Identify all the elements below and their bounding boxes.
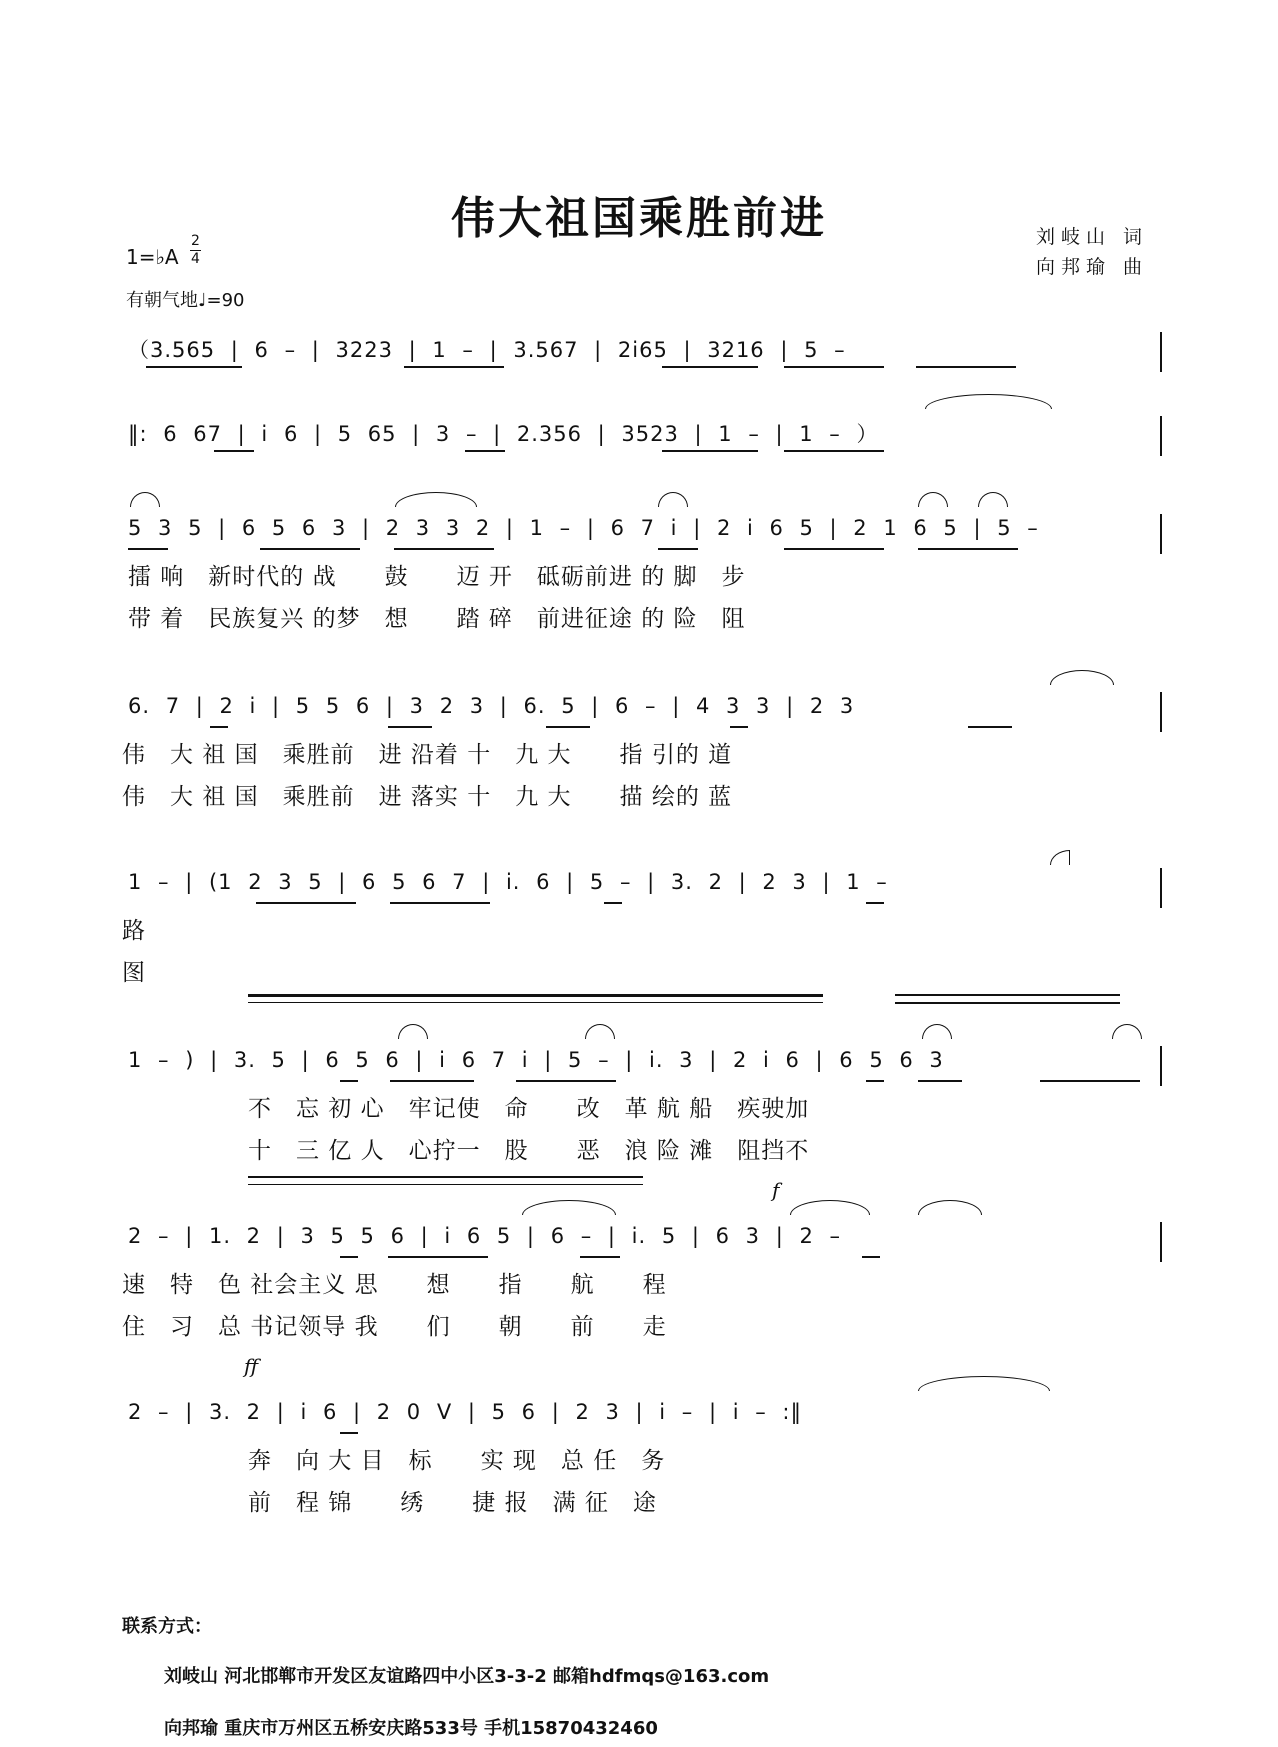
notation-line: ‖: 6 67 | i 6 | 5 65 | 3 – | 2.356 | 3523 | 1 – | 1 – ） — [128, 422, 879, 446]
beam — [866, 1080, 884, 1082]
lyric-verse-2: 十 三 亿 人 心拧一 股 恶 浪 险 滩 阻挡不 — [248, 1138, 810, 1164]
crescendo-line — [895, 994, 1120, 996]
lyric-verse-1: 路 — [122, 918, 146, 944]
tie — [790, 1200, 870, 1215]
score-system-5 — [0, 870, 1278, 990]
contact-lyricist: 刘岐山 河北邯郸市开发区友谊路四中小区3-3-2 邮箱hdfmqs@163.com — [164, 1666, 770, 1687]
beam — [210, 726, 228, 728]
beam — [388, 1256, 488, 1258]
lyric-verse-1: 奔 向 大 目 标 实 现 总 任 务 — [248, 1448, 666, 1474]
bar-line-end — [1160, 416, 1162, 456]
key-signature: 1=♭A — [126, 245, 179, 269]
fermata-stroke — [1050, 850, 1070, 865]
beam — [394, 548, 494, 550]
contact-composer: 向邦瑜 重庆市万州区五桥安庆路533号 手机15870432460 — [164, 1718, 658, 1739]
beam — [866, 902, 884, 904]
beam — [340, 1080, 358, 1082]
beam — [604, 902, 622, 904]
tie — [918, 1376, 1050, 1391]
tie — [925, 394, 1052, 409]
beam — [340, 1256, 358, 1258]
beam — [784, 366, 884, 368]
song-title: 伟大祖国乘胜前进 — [451, 193, 827, 244]
notation-line: 5 3 5 | 6 5 6 3 | 2 3 3 2 | 1 – | 6 7 i | 2 i 6 5 | 2 1 6 5 | 5 – — [128, 516, 1039, 540]
lyric-verse-2: 住 习 总 书记领导 我 们 朝 前 走 — [122, 1314, 667, 1340]
beam — [214, 450, 254, 452]
bar-line-end — [1160, 868, 1162, 908]
composer-credit: 向邦瑜 曲 — [1036, 256, 1149, 278]
beam — [546, 726, 590, 728]
lyric-verse-2: 前 程 锦 绣 捷 报 满 征 途 — [248, 1490, 657, 1516]
lyric-verse-1: 擂 响 新时代的 战 鼓 迈 开 砥砺前进 的 脚 步 — [128, 564, 746, 590]
beam — [256, 902, 356, 904]
notation-line: 6. 7 | 2 i | 5 5 6 | 3 2 3 | 6. 5 | 6 – | 4 3 3 | 2 3 — [128, 694, 855, 718]
notation-line: 1 – ) | 3. 5 | 6 5 6 | i 6 7 i | 5 – | i. 3 | 2 i 6 | 6 5 6 3 — [128, 1048, 944, 1072]
beam — [146, 366, 242, 368]
beam — [1040, 1080, 1140, 1082]
beam — [784, 450, 884, 452]
tie — [918, 492, 948, 507]
notation-line: （3.565 | 6 – | 3223 | 1 – | 3.567 | 2i65 | 3216 | 5 – — [128, 338, 846, 362]
beam — [968, 726, 1012, 728]
beam — [516, 1080, 616, 1082]
notation-line: 1 – | (1 2 3 5 | 6 5 6 7 | i. 6 | 5 – | 3. 2 | 2 3 | 1 – — [128, 870, 888, 894]
beam — [662, 450, 758, 452]
tie — [918, 1200, 982, 1215]
beam — [260, 548, 360, 550]
score-system-7 — [0, 1178, 1278, 1344]
beam — [784, 548, 884, 550]
tie — [978, 492, 1008, 507]
beam — [916, 366, 1016, 368]
lyric-verse-2: 图 — [122, 960, 146, 986]
beam — [465, 450, 505, 452]
beam — [388, 726, 432, 728]
tie — [130, 492, 160, 507]
notation-line: 2 – | 3. 2 | i 6 | 2 0 V | 5 6 | 2 3 | i – | i – :‖ — [128, 1400, 802, 1424]
bar-line-end — [1160, 514, 1162, 554]
bar-line-end — [1160, 332, 1162, 372]
score-system-3 — [0, 516, 1278, 636]
score-system-1 — [0, 334, 1278, 374]
contact-heading: 联系方式： — [122, 1616, 212, 1637]
beam — [730, 726, 748, 728]
tie — [1050, 670, 1114, 685]
bar-line-end — [1160, 692, 1162, 732]
crescendo-line — [248, 1184, 643, 1185]
crescendo-line — [248, 1176, 643, 1178]
beam — [580, 1256, 620, 1258]
score-system-4 — [0, 694, 1278, 814]
dynamic-fortissimo: ff — [244, 1354, 259, 1378]
score-system-6 — [0, 1048, 1278, 1168]
beam — [918, 1080, 962, 1082]
lyric-verse-2: 带 着 民族复兴 的梦 想 踏 碎 前进征途 的 险 阻 — [128, 606, 746, 632]
crescendo-line — [248, 994, 823, 997]
crescendo-line — [248, 1002, 823, 1003]
time-signature-top: 2 — [191, 233, 200, 249]
tie — [1112, 1024, 1142, 1039]
tie — [395, 492, 477, 507]
dynamic-forte: f — [772, 1178, 780, 1202]
beam — [340, 1432, 358, 1434]
tie — [658, 492, 688, 507]
lyricist-credit: 刘岐山 词 — [1036, 226, 1149, 248]
lyric-verse-2: 伟 大 祖 国 乘胜前 进 落实 十 九 大 描 绘的 蓝 — [122, 784, 733, 810]
tie — [585, 1024, 615, 1039]
beam — [918, 548, 1018, 550]
beam — [658, 548, 698, 550]
tie — [398, 1024, 428, 1039]
score-system-2 — [0, 418, 1278, 458]
notation-line: 2 – | 1. 2 | 3 5 5 6 | i 6 5 | 6 – | i. 5 | 6 3 | 2 – — [128, 1224, 841, 1248]
beam — [404, 366, 504, 368]
lyric-verse-1: 不 忘 初 心 牢记使 命 改 革 航 船 疾驶加 — [248, 1096, 810, 1122]
tempo-marking: 有朝气地♩=90 — [126, 290, 245, 311]
lyric-verse-1: 伟 大 祖 国 乘胜前 进 沿着 十 九 大 指 引的 道 — [122, 742, 733, 768]
beam — [390, 902, 490, 904]
time-signature — [190, 234, 201, 267]
bar-line-end — [1160, 1222, 1162, 1262]
time-signature-bottom: 4 — [191, 251, 200, 267]
lyric-verse-1: 速 特 色 社会主义 思 想 指 航 程 — [122, 1272, 667, 1298]
beam — [390, 1080, 474, 1082]
beam — [662, 366, 758, 368]
beam — [128, 548, 168, 550]
bar-line-end — [1160, 1046, 1162, 1086]
tie — [922, 1024, 952, 1039]
score-system-8 — [0, 1354, 1278, 1520]
tie — [522, 1200, 616, 1215]
crescendo-line — [895, 1002, 1120, 1004]
beam — [862, 1256, 880, 1258]
